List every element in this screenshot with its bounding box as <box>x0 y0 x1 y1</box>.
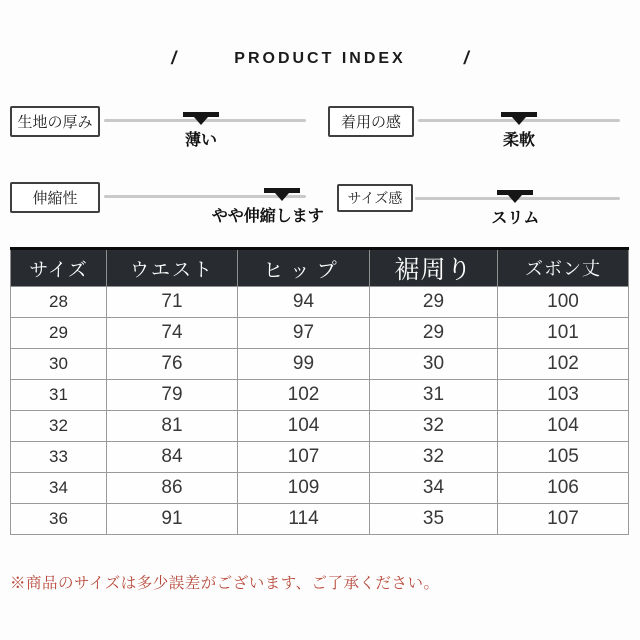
cell-size: 36 <box>11 504 107 535</box>
wearing-feel-slider <box>418 106 620 154</box>
slash-decoration: / <box>171 48 177 68</box>
table-row <box>11 504 629 535</box>
cell-length: 105 <box>498 442 629 473</box>
attribute-fabric-thickness <box>10 106 306 154</box>
cell-hem: 29 <box>370 287 498 318</box>
cell-length: 100 <box>498 287 629 318</box>
col-header-waist: ウエスト <box>107 249 238 287</box>
cell-waist: 84 <box>107 442 238 473</box>
attribute-stretchability <box>10 182 324 230</box>
size-feel-slider <box>415 184 620 232</box>
cell-length: 107 <box>498 504 629 535</box>
stretchability-slider <box>104 182 324 230</box>
attribute-label-box: 生地の厚み <box>10 106 100 137</box>
cell-hem: 32 <box>370 442 498 473</box>
col-header-hem: 裾周り <box>370 249 498 287</box>
fabric-thickness-slider <box>104 106 306 154</box>
marker-icon <box>497 190 533 203</box>
cell-hem: 30 <box>370 349 498 380</box>
cell-hip: 94 <box>238 287 370 318</box>
cell-hip: 102 <box>238 380 370 411</box>
cell-hip: 104 <box>238 411 370 442</box>
slider-value-label: 薄い <box>184 132 217 149</box>
cell-waist: 76 <box>107 349 238 380</box>
cell-length: 101 <box>498 318 629 349</box>
cell-size: 34 <box>11 473 107 504</box>
col-header-length: ズボン丈 <box>498 249 629 287</box>
cell-hem: 34 <box>370 473 498 504</box>
slider-value-label: 柔軟 <box>502 132 536 149</box>
table-row <box>11 349 629 380</box>
slash-decoration: / <box>463 48 469 68</box>
cell-length: 104 <box>498 411 629 442</box>
cell-hem: 31 <box>370 380 498 411</box>
cell-hip: 109 <box>238 473 370 504</box>
cell-size: 30 <box>11 349 107 380</box>
cell-waist: 81 <box>107 411 238 442</box>
attribute-wearing-feel <box>328 106 620 154</box>
slider-value-label: スリム <box>491 210 540 227</box>
cell-size: 33 <box>11 442 107 473</box>
table-row <box>11 411 629 442</box>
cell-length: 102 <box>498 349 629 380</box>
cell-size: 29 <box>11 318 107 349</box>
cell-waist: 74 <box>107 318 238 349</box>
cell-length: 106 <box>498 473 629 504</box>
col-header-hip: ヒップ <box>238 249 370 287</box>
cell-hip: 114 <box>238 504 370 535</box>
slider-value-label: やや伸縮します <box>211 208 324 225</box>
size-disclaimer-note: ※商品のサイズは多少誤差がございます、ご了承ください。 <box>10 575 440 592</box>
table-row <box>11 287 629 318</box>
size-table <box>10 247 629 535</box>
cell-length: 103 <box>498 380 629 411</box>
cell-waist: 91 <box>107 504 238 535</box>
cell-size: 32 <box>11 411 107 442</box>
cell-hip: 107 <box>238 442 370 473</box>
marker-icon <box>183 112 219 125</box>
marker-icon <box>264 188 300 201</box>
cell-hem: 29 <box>370 318 498 349</box>
col-header-size: サイズ <box>11 249 107 287</box>
attribute-label-box: 伸縮性 <box>10 182 100 213</box>
table-row <box>11 473 629 504</box>
cell-size: 31 <box>11 380 107 411</box>
attribute-size-feel <box>337 184 620 232</box>
cell-hip: 99 <box>238 349 370 380</box>
cell-hem: 32 <box>370 411 498 442</box>
marker-icon <box>501 112 537 125</box>
table-row <box>11 442 629 473</box>
cell-waist: 79 <box>107 380 238 411</box>
page-title: PRODUCT INDEX <box>234 49 406 67</box>
attribute-label-box: サイズ感 <box>337 184 413 212</box>
table-header-row <box>11 249 629 287</box>
table-row <box>11 380 629 411</box>
attribute-label-box: 着用の感 <box>328 106 414 137</box>
page-title-row <box>0 48 640 69</box>
cell-hem: 35 <box>370 504 498 535</box>
cell-waist: 71 <box>107 287 238 318</box>
table-row <box>11 318 629 349</box>
cell-waist: 86 <box>107 473 238 504</box>
cell-size: 28 <box>11 287 107 318</box>
cell-hip: 97 <box>238 318 370 349</box>
